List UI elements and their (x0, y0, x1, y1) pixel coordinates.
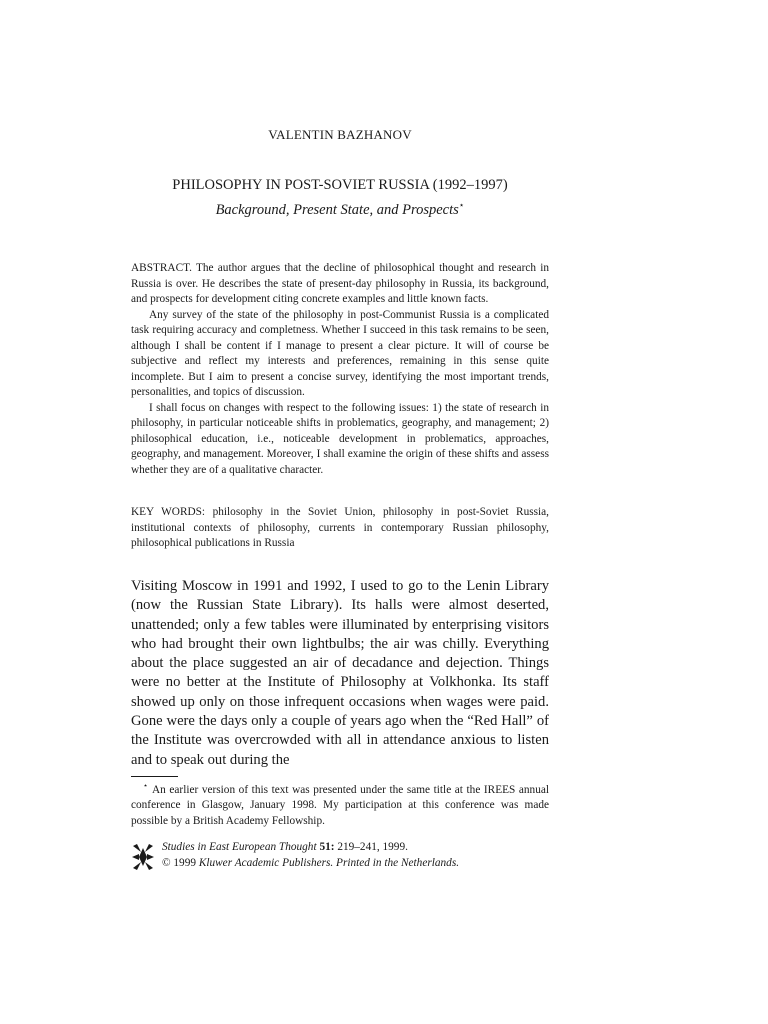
footnote (131, 778, 549, 829)
kluwer-publisher-logo-icon (131, 842, 155, 872)
author-name: VALENTIN BAZHANOV (268, 127, 412, 142)
abstract-paragraph: I shall focus on changes with respect to the following issues: 1) the state of research in philosophy, in particular noticeable shifts in problematics, geography, and management; 2) philosophical education, i.e., noticeable development in problematics, approaches, geography, and management. Moreover, I shall examine the origin of these shifts and assess whether they are of a qualitative character. (131, 401, 549, 476)
subtitle-footnote-marker: ⋆ (458, 200, 465, 210)
journal-pages: 219–241, 1999. (334, 841, 408, 853)
copyright: © 1999 (162, 856, 199, 869)
journal-line-2 (162, 856, 562, 872)
footnote-divider (131, 776, 178, 777)
journal-volume: 51: (319, 841, 335, 853)
abstract-paragraph: Any survey of the state of the philosophy in post-Communist Russia is a complicated task requiring accuracy and completness. Whether I succeed in this task remains to be seen, although I shall be content if I manage to present a clear picture. It will of course be subjective and reflect my interests and preferences, remaining in this sense quite incomplete. But I aim to present a concise survey, identifying the most important trends, personalities, and topics of discussion. (131, 308, 549, 398)
publisher: Kluwer Academic Publishers. Printed in the Netherlands. (198, 856, 460, 869)
keywords: KEY WORDS: philosophy in the Soviet Union, philosophy in post-Soviet Russia, institutional contexts of philosophy, currents in contemporary Russian philosophy, philosophical publications in Russia (131, 506, 549, 549)
abstract-paragraph: ABSTRACT. The author argues that the decline of philosophical thought and research in Russia is over. He describes the state of present-day philosophy in Russia, its background, and prospects for development citing concrete examples and little known facts. (131, 262, 549, 305)
abstract (131, 261, 549, 478)
footnote-marker: ⋆ (143, 781, 149, 790)
body-paragraph: Visiting Moscow in 1991 and 1992, I used to go to the Lenin Library (now the Russian State Library). Its halls were almost deserted, unattended; only a few tables were illuminated by enterprising visitors who had brought their own lightbulbs; the air was chilly. Everything about the place suggested an air of decadance and dejection. Things were no better at the Institute of Philosophy at Volkhonka. Its staff showed up only on those infrequent occasions when wages were paid. Gone were the days only a couple of years ago when the “Red Hall” of the Institute was overcrowded with all in attendance anxious to listen and to speak out during the (131, 578, 549, 768)
journal-name: Studies in East European Thought (162, 841, 317, 853)
subtitle-text: Background, Present State, and Prospects (215, 201, 459, 218)
footnote-text: An earlier version of this text was presented under the same title at the IREES annual conference in Glasgow, January 1998. My participation at this conference was made possible by a British Academy Fellowship. (131, 783, 549, 827)
article-subtitle (0, 200, 680, 219)
journal-citation (162, 840, 562, 871)
article-title: PHILOSOPHY IN POST-SOVIET RUSSIA (1992–1997) (172, 177, 508, 193)
journal-line-1 (162, 840, 562, 856)
